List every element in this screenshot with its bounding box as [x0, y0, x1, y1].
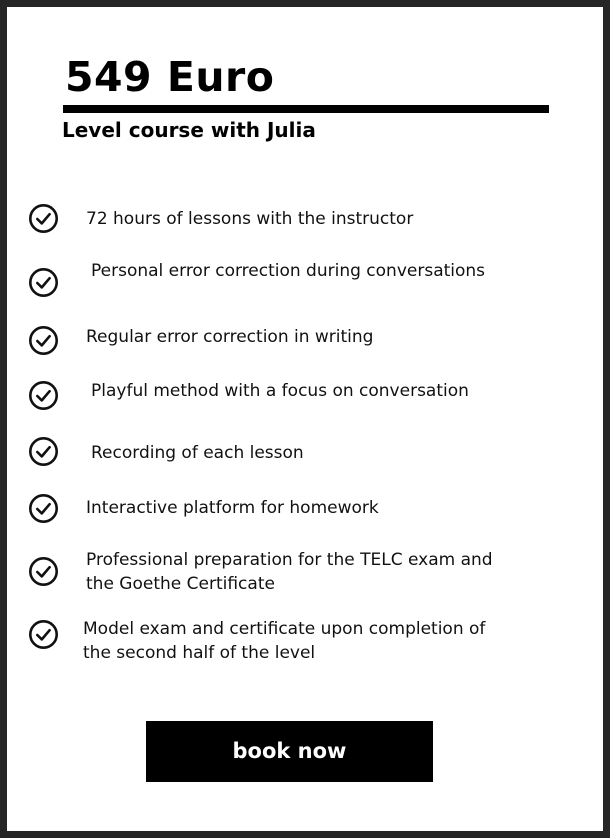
- check-circle-icon: [28, 619, 59, 650]
- feature-text-line: Model exam and certificate upon completion of: [83, 619, 486, 639]
- feature-text: Regular error correction in writing: [86, 327, 374, 347]
- feature-text: Interactive platform for homework: [86, 498, 379, 518]
- feature-text: Recording of each lesson: [91, 443, 304, 463]
- feature-text-line: the second half of the level: [83, 643, 316, 663]
- check-circle-icon: [28, 556, 59, 587]
- check-circle-icon: [28, 203, 59, 234]
- course-subtitle: Level course with Julia: [62, 118, 316, 142]
- feature-text-line: Professional preparation for the TELC exam and: [86, 550, 493, 570]
- feature-text: 72 hours of lessons with the instructor: [86, 209, 414, 229]
- feature-text: Personal error correction during conversations: [91, 261, 486, 281]
- feature-text: Playful method with a focus on conversation: [91, 381, 469, 401]
- heading-divider: [63, 105, 549, 113]
- price-heading: 549 Euro: [65, 53, 275, 101]
- check-circle-icon: [28, 325, 59, 356]
- check-circle-icon: [28, 493, 59, 524]
- feature-text-line: the Goethe Certificate: [86, 574, 275, 594]
- check-circle-icon: [28, 380, 59, 411]
- check-circle-icon: [28, 267, 59, 298]
- book-now-button[interactable]: book now: [146, 721, 433, 782]
- check-circle-icon: [28, 436, 59, 467]
